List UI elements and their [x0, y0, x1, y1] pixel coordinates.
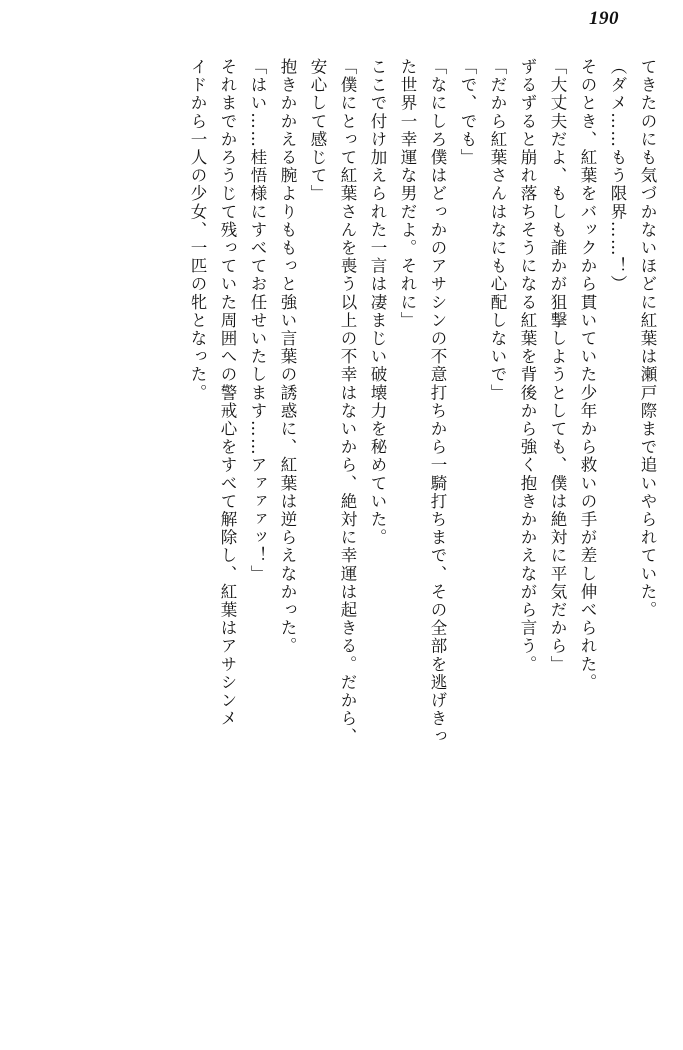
text-column: それまでかろうじて残っていた周囲への警戒心をすべて解除し、紅葉はアサシンメ — [218, 58, 237, 728]
text-column: 「で、でも」 — [458, 58, 477, 167]
text-column: 安心して感じて」 — [308, 58, 327, 203]
text-column: ここで付け加えられた一言は凄まじい破壊力を秘めていた。 — [368, 58, 387, 547]
text-column: 「だから紅葉さんはなにも心配しないで」 — [488, 58, 507, 402]
text-column: そのとき、紅葉をバックから貫いていた少年から救いの手が差し伸べられた。 — [578, 58, 597, 692]
text-column: 「僕にとって紅葉さんを喪う以上の不幸はないから、絶対に幸運は起きる。だから、 — [338, 58, 357, 746]
text-column: 「はい……桂悟様にすべてお任せいたします……アァァァッ！」 — [248, 58, 267, 583]
vertical-text-body — [46, 58, 655, 1014]
text-column: ずるずると崩れ落ちそうになる紅葉を背後から強く抱きかかえながら言う。 — [518, 58, 537, 674]
text-column: た世界一幸運な男だよ。それに」 — [398, 58, 417, 330]
text-column: 「なにしろ僕はどっかのアサシンの不意打ちから一騎打ちまで、その全部を逃げきっ — [428, 58, 447, 746]
text-column: （ダメ……もう限界……！） — [608, 58, 627, 294]
text-column: 「大丈夫だよ、もしも誰かが狙撃しようとしても、僕は絶対に平気だから」 — [548, 58, 567, 674]
text-column: てきたのにも気づかないほどに紅葉は瀬戸際まで追いやられていた。 — [638, 58, 657, 620]
text-column: イドから一人の少女、一匹の牝となった。 — [188, 58, 207, 402]
text-column: 抱きかかえる腕よりももっと強い言葉の誘惑に、紅葉は逆らえなかった。 — [278, 58, 297, 656]
page-number: 190 — [589, 8, 619, 29]
